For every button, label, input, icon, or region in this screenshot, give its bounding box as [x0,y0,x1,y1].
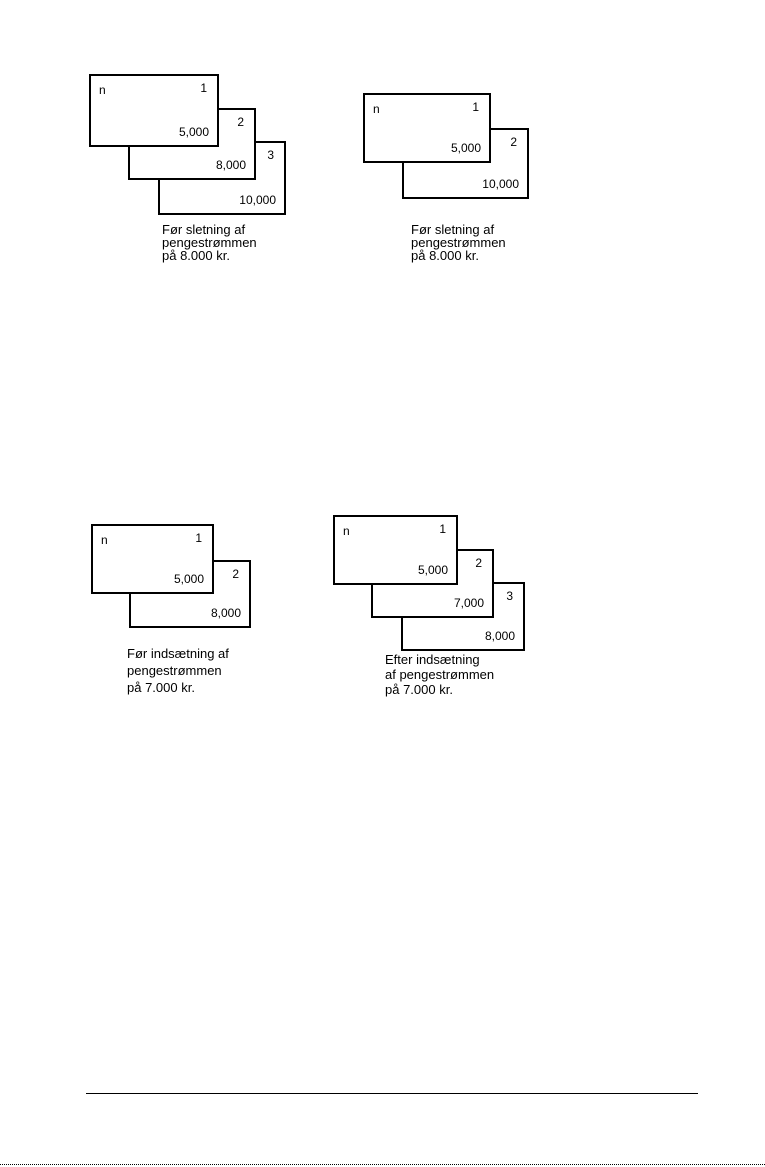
cash-flow-card-1 [363,93,491,163]
diagram-caption [411,223,506,262]
caption-line: pengestrømmen [411,235,506,250]
card-index: 2 [232,567,239,581]
cash-flow-card-1 [333,515,458,585]
footer-rule [86,1093,698,1094]
card-amount: 10,000 [482,177,519,191]
card-amount: 8,000 [210,606,241,620]
diagram-caption [162,223,257,262]
cash-flow-card-1 [91,524,214,594]
caption-line: Før sletning af [162,222,246,237]
card-amount: 5,000 [417,563,448,577]
card-index: 2 [237,115,244,129]
card-n-label: n [343,524,350,538]
card-n-label: n [101,533,108,547]
caption-line: på 7.000 kr. [127,680,195,695]
caption-line: på 8.000 kr. [162,248,230,263]
caption-line: pengestrømmen [162,235,257,250]
card-index: 3 [506,589,513,603]
card-amount: 5,000 [173,572,204,586]
card-amount: 5,000 [178,125,209,139]
diagram-caption [385,652,494,697]
caption-line: Efter indsætning [385,652,480,667]
caption-line: på 7.000 kr. [385,682,453,697]
caption-line: Før sletning af [411,222,495,237]
card-n-label: n [99,83,106,97]
card-amount: 5,000 [450,141,481,155]
card-index: 1 [439,522,446,536]
card-index: 2 [475,556,482,570]
card-amount: 8,000 [484,629,515,643]
card-index: 1 [195,531,202,545]
caption-line: af pengestrømmen [385,667,495,682]
card-amount: 10,000 [239,193,276,207]
card-index: 3 [267,148,274,162]
card-n-label: n [373,102,380,116]
diagram-caption [127,645,229,696]
card-index: 2 [510,135,517,149]
caption-line: Før indsætning af [127,646,229,661]
cash-flow-card-1 [89,74,219,147]
caption-line: på 8.000 kr. [411,248,479,263]
card-index: 1 [200,81,207,95]
caption-line: pengestrømmen [127,663,222,678]
card-index: 1 [472,100,479,114]
card-amount: 8,000 [215,158,246,172]
card-amount: 7,000 [453,596,484,610]
page-edge-dotted-line [0,1164,765,1165]
